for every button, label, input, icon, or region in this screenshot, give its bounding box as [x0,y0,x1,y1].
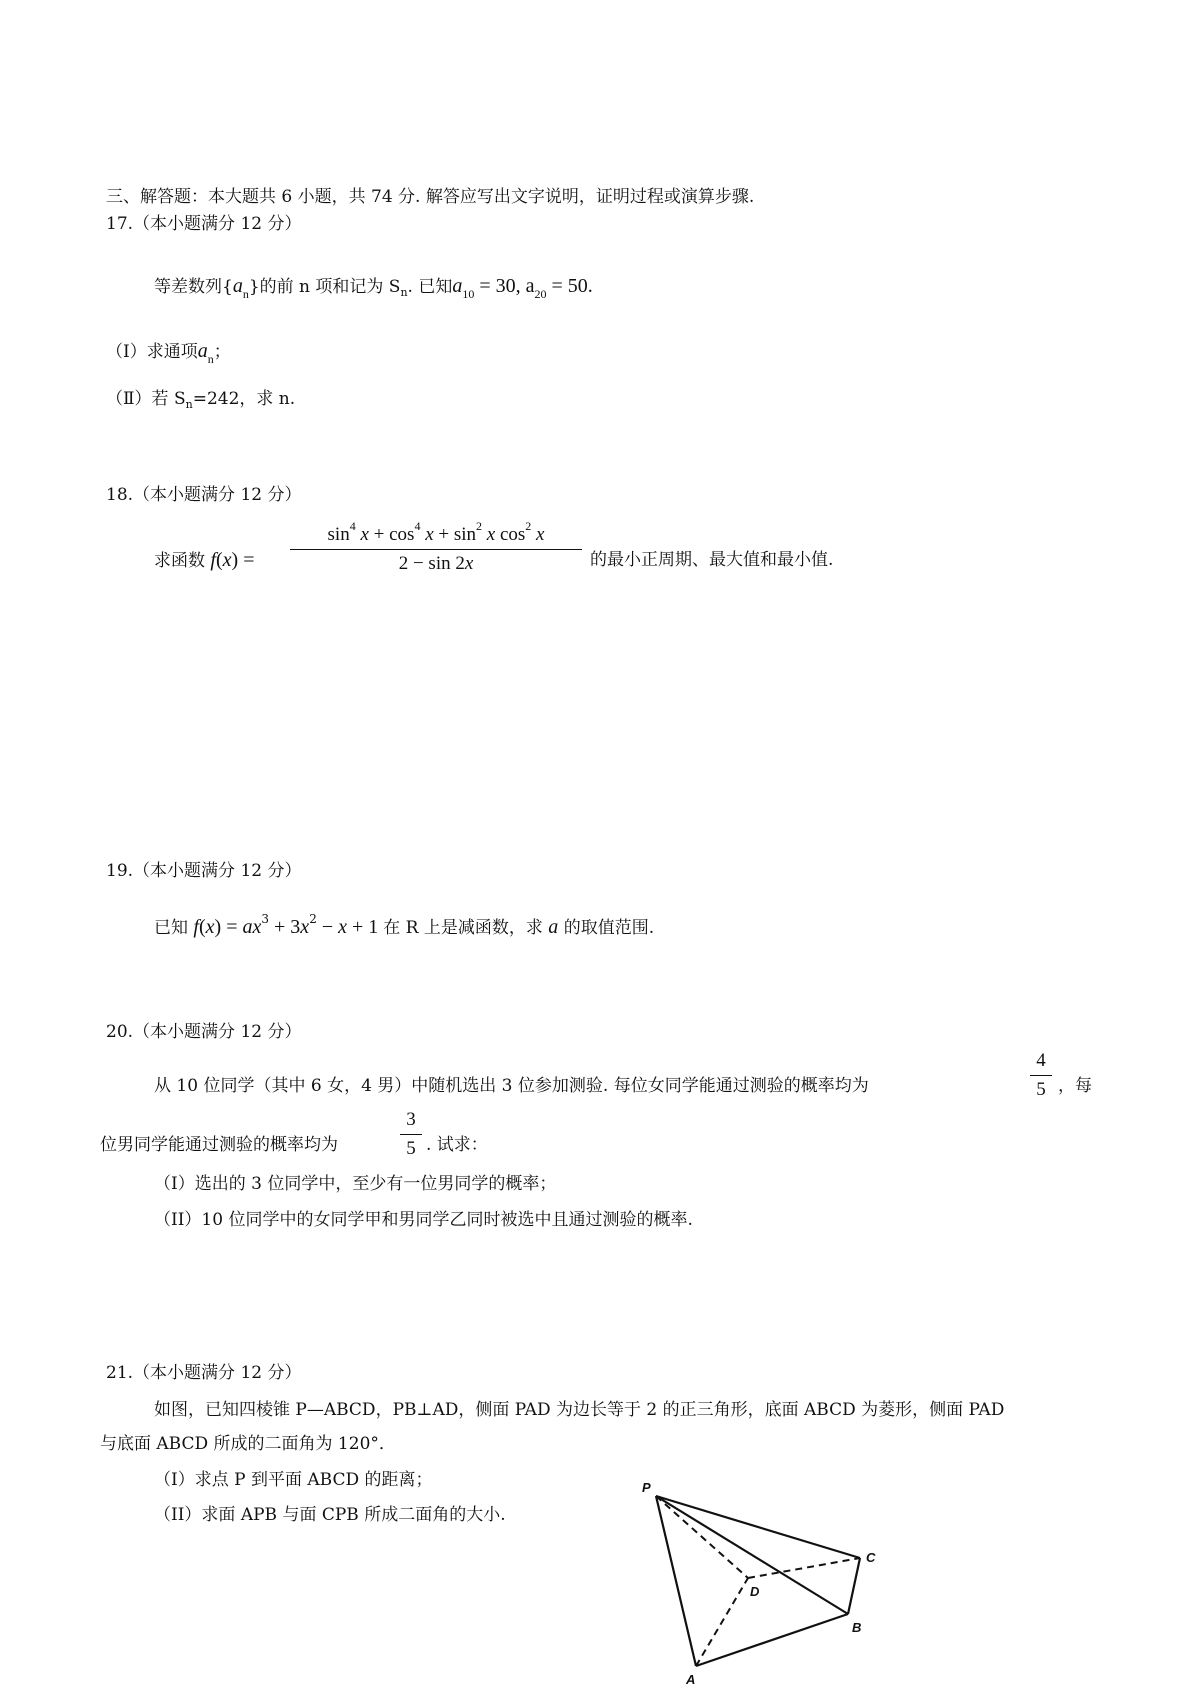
problem-20-line1-end: ，每 [1058,1076,1092,1096]
problem-18-title: 18.（本小题满分 12 分） [106,485,302,505]
problem-19-stem: 已知 $f(x) = ax^3 + 3x^2 - x + 1$ 在 R 上是减函数，求 a 的取值范围. [154,912,655,938]
problem-20-title: 20.（本小题满分 12 分） [106,1022,302,1042]
problem-21-part2: （II）求面 APB 与面 CPB 所成二面角的大小. [154,1505,506,1525]
vertex-label-A: A [686,1672,696,1687]
problem-20-part1: （I）选出的 3 位同学中，至少有一位男同学的概率； [154,1174,557,1194]
problem-17-stem-b: }的前 n 项和记为 S [248,277,401,297]
probability-four-fifths: 4 5 [1030,1050,1052,1101]
problem-17-title: 17.（本小题满分 12 分） [106,214,302,234]
a-n-symbol: $a_n$ [232,275,249,301]
vertex-label-B: B [852,1620,862,1635]
problem-17-stem-a: 等差数列{ [154,277,233,297]
fraction-numerator: $\sin^4 x + \cos^4 x + \sin^2 x$ $\cos^2 x$ [327,519,545,545]
edge-PA [656,1496,696,1666]
probability-three-fifths: 3 5 [400,1109,422,1160]
problem-21-part1: （I）求点 P 到平面 ABCD 的距离； [154,1470,433,1490]
problem-17-stem-c: . 已知 [407,277,453,297]
problem-20-line2-end: . 试求： [426,1135,488,1155]
edge-AD [696,1578,748,1666]
problem-20-line1: 从 10 位同学（其中 6 女，4 男）中随机选出 3 位参加测验. 每位女同学能通过测验的概率均为 [154,1076,869,1096]
edge-DC [748,1558,860,1578]
problem-20-line2: 位男同学能通过测验的概率均为 [100,1135,338,1155]
section-header: 三、解答题：本大题共 6 小题，共 74 分. 解答应写出文字说明，证明过程或演算步骤. [106,187,755,207]
problem-18-stem-b: 的最小正周期、最大值和最小值. [590,550,834,570]
problem-21-line1: 如图，已知四棱锥 P—ABCD，PB⊥AD，侧面 PAD 为边长等于 2 的正三角形，底面 ABCD 为菱形，侧面 PAD [154,1400,1005,1420]
problem-18-fraction [290,519,582,575]
pyramid-figure [630,1470,930,1690]
problem-21-line2: 与底面 ABCD 所成的二面角为 120°． [100,1434,396,1454]
problem-17-part2: （Ⅱ）若 $S_n=242$，求 n. [106,389,296,411]
vertex-label-D: D [750,1584,760,1599]
edge-AB [696,1614,848,1666]
problem-19-title: 19.（本小题满分 12 分） [106,861,302,881]
edge-PD [656,1496,748,1578]
a10-equation: $a_{10} = 30$, $a_{20} = 50$. [452,275,593,301]
edge-PC [656,1496,860,1558]
fraction-denominator: 2 − sin 2x [398,553,474,574]
vertex-label-P: P [642,1480,651,1495]
vertex-label-C: C [866,1550,876,1565]
problem-17-part1: （Ⅰ）求通项$a_n$； [106,340,231,366]
edge-BC [848,1558,860,1614]
problem-17-stem: 等差数列$\{a_n\}$的前 n 项和记为 $S_n$. 已知$a_{10} = 30$, $a_{20} = 50$. [154,275,593,301]
problem-18-stem-a: 求函数 f(x) = [154,549,255,571]
problem-20-part2: （II）10 位同学中的女同学甲和男同学乙同时被选中且通过测验的概率. [154,1210,693,1230]
problem-21-title: 21.（本小题满分 12 分） [106,1363,302,1383]
